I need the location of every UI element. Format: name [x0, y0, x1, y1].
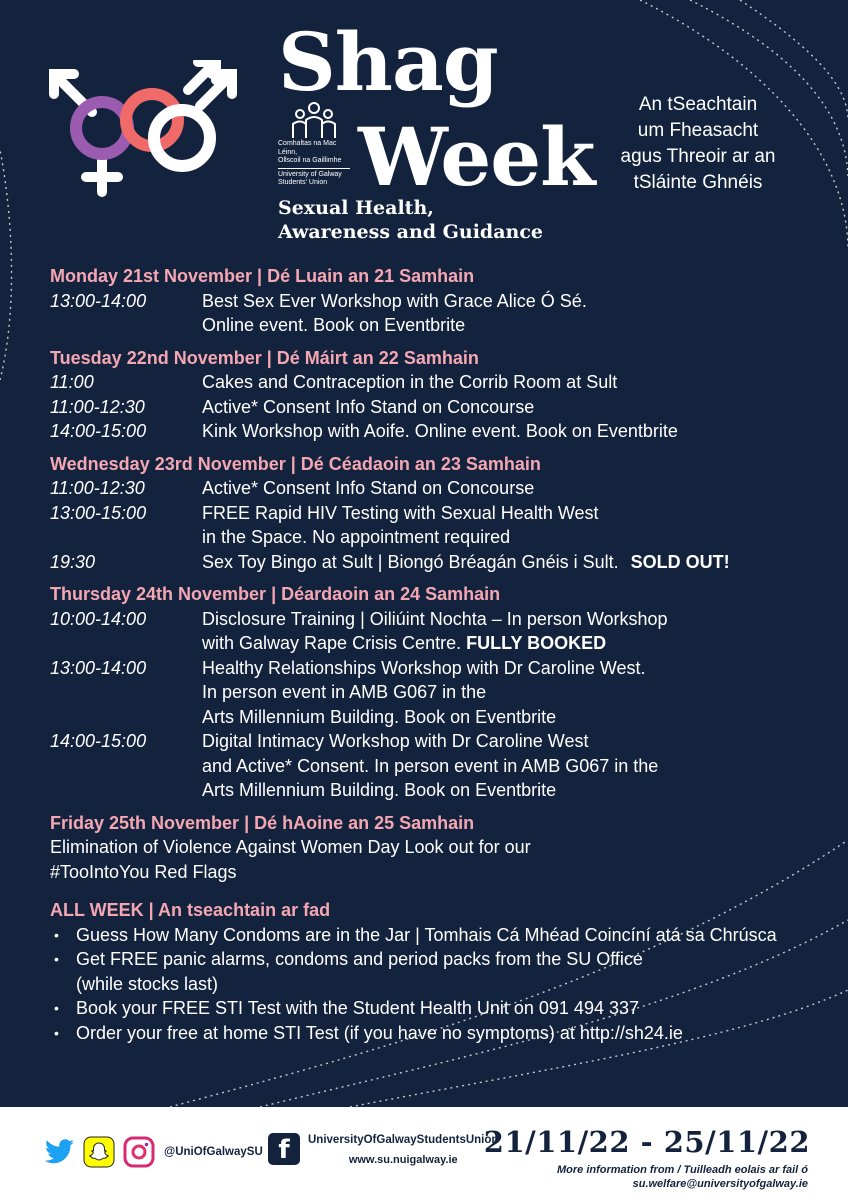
event-time: 11:00 [50, 372, 94, 392]
event-subtitle [278, 196, 543, 244]
event-row [50, 607, 810, 656]
all-week-section [50, 898, 810, 1045]
more-info-text: More information from / Tuilleadh eolais ar fail ó [556, 1164, 808, 1176]
all-week-item: • Get FREE panic alarms, condoms and period packs from the SU Office [50, 947, 810, 972]
event-row [50, 395, 810, 420]
title-week: Week [358, 110, 595, 204]
all-week-heading: ALL WEEK | An tseachtain ar fad [50, 900, 331, 920]
event-row [50, 656, 810, 730]
day-tuesday [50, 346, 810, 444]
irish-tagline-line: An tSeachtain [638, 94, 758, 115]
all-week-item: • Book your FREE STI Test with the Student Health Unit on 091 494 337 [50, 996, 810, 1021]
event-time: 19:30 [50, 551, 96, 572]
event-time: 13:00-14:00 [50, 290, 147, 311]
event-description: in the Space. No appointment required [202, 527, 511, 547]
event-description: Active* Consent Info Stand on Concourse [202, 396, 535, 417]
people-group-icon [284, 100, 344, 140]
students-union-logo [278, 100, 356, 188]
day-friday [50, 811, 810, 885]
event-description: Kink Workshop with Aoife. Online event. Book on Eventbrite [202, 421, 678, 441]
snapchat-icon[interactable] [82, 1135, 116, 1169]
event-row [50, 729, 810, 803]
su-logo-line-4: Students' Union [278, 179, 328, 186]
more-info [557, 1163, 808, 1191]
event-description: Arts Millennium Building. Book on Eventbrite [202, 706, 557, 727]
su-logo-line-2: Ollscoil na Gaillimhe [278, 157, 342, 164]
event-description: In person event in AMB G067 in the [202, 682, 487, 702]
irish-tagline-line: agus Threoir ar an [620, 146, 776, 167]
subtitle-line-2: Awareness and Guidance [278, 221, 543, 243]
event-time: 14:00-15:00 [50, 421, 147, 441]
facebook-link[interactable] [268, 1133, 498, 1167]
event-row [50, 419, 810, 444]
event-time: 13:00-14:00 [50, 657, 147, 678]
event-row [50, 476, 810, 501]
event-time: 14:00-15:00 [50, 731, 147, 751]
event-description: with Galway Rape Crisis Centre. [202, 633, 462, 653]
event-row [50, 501, 810, 550]
event-time: 11:00-12:30 [50, 396, 145, 417]
irish-tagline-line: um Fheasacht [637, 120, 759, 141]
facebook-page-name[interactable]: UniversityOfGalwayStudentsUnion [308, 1134, 499, 1146]
event-row [50, 289, 810, 338]
day-wednesday [50, 452, 810, 575]
event-description: and Active* Consent. In person event in AMB G067 in the [202, 755, 659, 776]
event-time: 11:00-12:30 [50, 478, 145, 498]
social-links [42, 1135, 263, 1169]
website-link[interactable]: www.su.nuigalway.ie [348, 1154, 458, 1166]
title-shag: Shag [278, 15, 498, 109]
gender-symbols-logo [40, 60, 250, 200]
event-dates: 21/11/22 - 25/11/22 [483, 1125, 810, 1159]
day-heading: Friday 25th November | Dé hAoine an 25 Samhain [50, 812, 475, 833]
social-handle[interactable]: @UniOfGalwaySU [164, 1146, 263, 1158]
day-heading: Tuesday 22nd November | Dé Máirt an 22 Samhain [50, 347, 479, 368]
fully-booked-badge: FULLY BOOKED [466, 633, 607, 653]
event-description: Active* Consent Info Stand on Concourse [202, 478, 535, 498]
day-heading: Thursday 24th November | Déardaoin an 24 Samhain [50, 584, 501, 604]
event-description: Best Sex Ever Workshop with Grace Alice Ó Sé. [202, 290, 587, 311]
instagram-icon[interactable] [122, 1135, 156, 1169]
twitter-icon[interactable] [42, 1135, 76, 1169]
day-heading: Wednesday 23rd November | Dé Céadaoin an 23 Samhain [50, 453, 541, 474]
event-schedule [50, 264, 810, 1053]
event-description: Arts Millennium Building. Book on Eventbrite [202, 780, 557, 800]
day-monday [50, 264, 810, 338]
event-description: Digital Intimacy Workshop with Dr Caroline West [202, 731, 589, 751]
event-description: Healthy Relationships Workshop with Dr Caroline West. [202, 657, 646, 678]
all-week-item-continuation: (while stocks last) [76, 973, 219, 994]
event-description: Cakes and Contraception in the Corrib Room at Sult [202, 372, 618, 392]
event-row [50, 550, 810, 575]
irish-tagline [608, 92, 788, 196]
all-week-item: • Guess How Many Condoms are in the Jar | Tomhais Cá Mhéad Coincíní atá sa Chrúsca [50, 923, 810, 948]
event-description: Disclosure Training | Oiliúint Nochta – In person Workshop [202, 608, 668, 629]
event-description: FREE Rapid HIV Testing with Sexual Health West [202, 502, 599, 523]
event-time: 10:00-14:00 [50, 608, 147, 629]
event-time: 13:00-15:00 [50, 502, 147, 523]
friday-description: #TooIntoYou Red Flags [50, 861, 237, 882]
contact-email[interactable]: su.welfare@universityofgalway.ie [632, 1178, 808, 1190]
irish-tagline-line: tSláinte Ghnéis [633, 172, 763, 193]
subtitle-line-1: Sexual Health, [278, 197, 434, 219]
footer [0, 1107, 848, 1200]
su-logo-line-1: Comhaltas na Mac Léinn, [278, 140, 337, 156]
event-description: Sex Toy Bingo at Sult | Biongó Bréagán Gnéis i Sult. [202, 551, 619, 572]
day-heading: Monday 21st November | Dé Luain an 21 Samhain [50, 266, 475, 286]
sold-out-badge: SOLD OUT! [630, 551, 730, 572]
event-row [50, 370, 810, 395]
event-description: Online event. Book on Eventbrite [202, 315, 466, 335]
friday-description: Elimination of Violence Against Women Day Look out for our [50, 837, 531, 857]
day-thursday [50, 582, 810, 803]
facebook-icon[interactable]: f [268, 1133, 300, 1165]
su-logo-line-3: University of Galway [278, 170, 342, 178]
all-week-item: • Order your free at home STI Test (if you have no symptoms) at http://sh24.ie [50, 1021, 810, 1046]
